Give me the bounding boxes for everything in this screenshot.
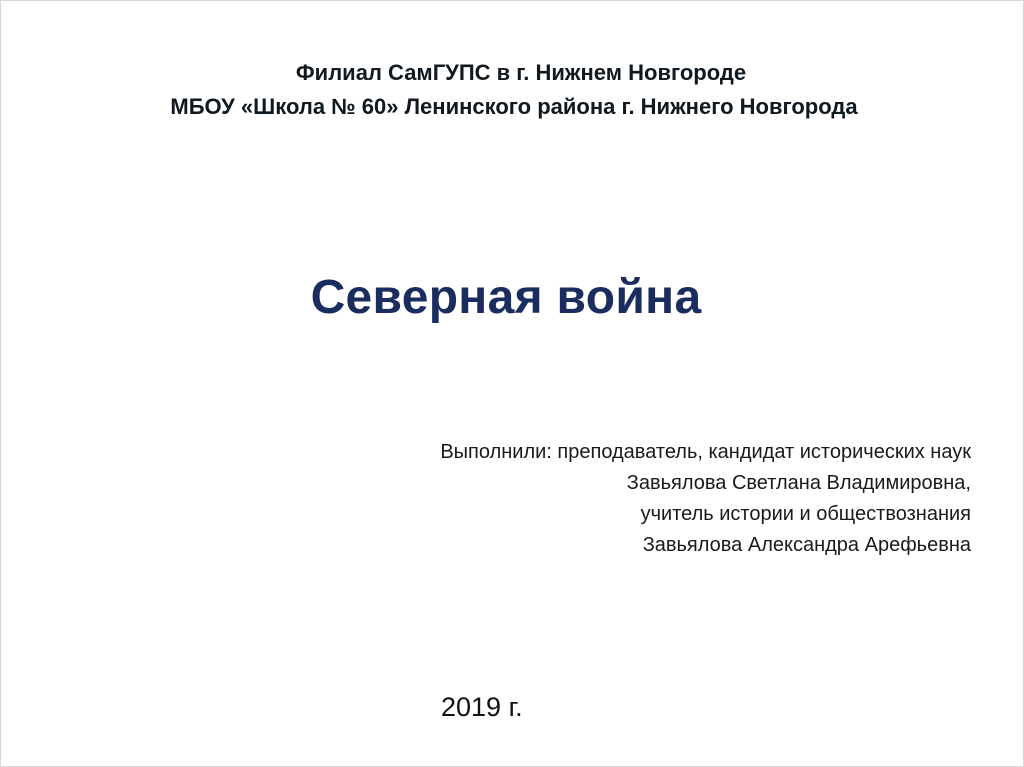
- authors-line-3: учитель истории и обществознания: [640, 503, 971, 525]
- authors-block: [440, 437, 971, 561]
- year-label: 2019 г.: [441, 692, 523, 722]
- slide-title: Северная война: [310, 271, 702, 324]
- authors-line-1: Выполнили: преподаватель, кандидат исторических наук: [440, 441, 971, 463]
- organization-line-2: МБОУ «Школа № 60» Ленинского района г. Нижнего Новгорода: [170, 94, 858, 119]
- authors-line-4: Завьялова Александра Арефьевна: [642, 534, 971, 556]
- organization-line-1: Филиал СамГУПС в г. Нижнем Новгороде: [295, 60, 747, 85]
- authors-line-2: Завьялова Светлана Владимировна,: [626, 472, 971, 494]
